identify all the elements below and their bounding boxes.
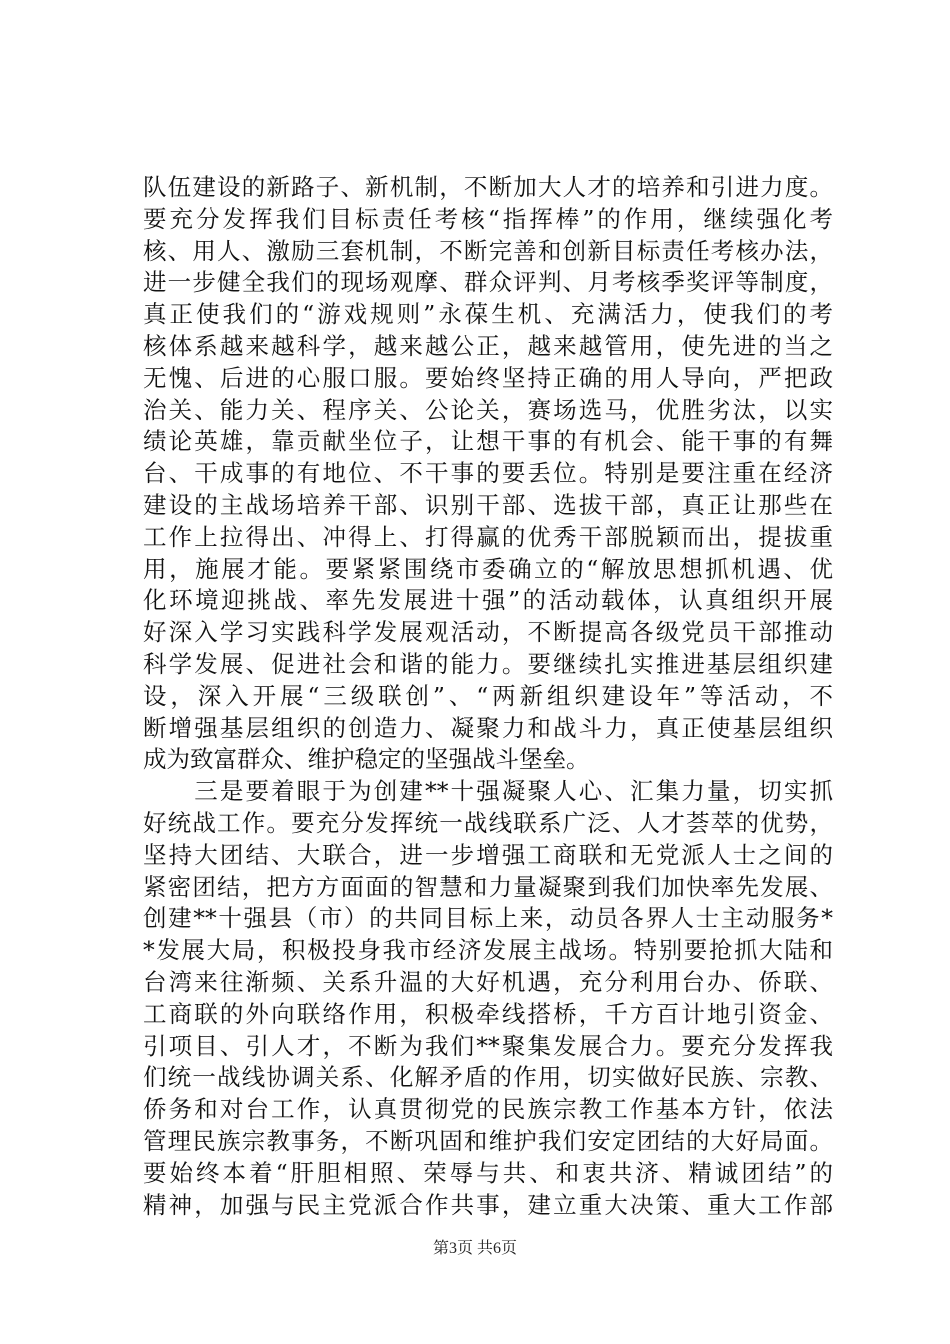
text-line: 好统战工作。要充分发挥统一战线联系广泛、人才荟萃的优势，	[143, 808, 833, 837]
text-line: 工作上拉得出、冲得上、打得赢的优秀干部脱颖而出，提拔重	[143, 522, 833, 551]
text-line: 创建**十强县（市）的共同目标上来，动员各界人士主动服务*	[143, 904, 833, 933]
text-line: 管理民族宗教事务，不断巩固和维护我们安定团结的大好局面。	[143, 1126, 833, 1155]
text-line: 要始终本着“肝胆相照、荣辱与共、和衷共济、精诚团结”的	[143, 1158, 833, 1187]
text-line: 核体系越来越科学，越来越公正，越来越管用，使先进的当之	[143, 331, 833, 360]
body-text	[143, 172, 833, 1221]
text-line: 工商联的外向联络作用，积极牵线搭桥，千方百计地引资金、	[143, 999, 833, 1028]
text-line: 核、用人、激励三套机制，不断完善和创新目标责任考核办法，	[143, 236, 833, 265]
text-line: 台、干成事的有地位、不干事的要丢位。特别是要注重在经济	[143, 459, 833, 488]
text-line: 紧密团结，把方方面面的智慧和力量凝聚到我们加快率先发展、	[143, 872, 833, 901]
text-line: *发展大局，积极投身我市经济发展主战场。特别要抢抓大陆和	[143, 936, 833, 965]
text-line: 坚持大团结、大联合，进一步增强工商联和无党派人士之间的	[143, 840, 833, 869]
text-line: 三是要着眼于为创建**十强凝聚人心、汇集力量，切实抓	[143, 777, 833, 806]
text-line: 建设的主战场培养干部、识别干部、选拔干部，真正让那些在	[143, 490, 833, 519]
text-line: 好深入学习实践科学发展观活动，不断提高各级党员干部推动	[143, 618, 833, 647]
text-line: 精神，加强与民主党派合作共事，建立重大决策、重大工作部	[143, 1190, 833, 1219]
text-line: 化环境迎挑战、率先发展进十强”的活动载体，认真组织开展	[143, 586, 833, 615]
page-footer: 第3页 共6页	[432, 1240, 517, 1257]
text-line: 治关、能力关、程序关、公论关，赛场选马，优胜劣汰，以实	[143, 395, 833, 424]
text-line: 科学发展、促进社会和谐的能力。要继续扎实推进基层组织建	[143, 649, 833, 678]
text-line: 侨务和对台工作，认真贯彻党的民族宗教工作基本方针，依法	[143, 1095, 833, 1124]
text-line: 设，深入开展“三级联创”、“两新组织建设年”等活动，不	[143, 681, 833, 710]
text-line: 断增强基层组织的创造力、凝聚力和战斗力，真正使基层组织	[143, 713, 833, 742]
text-line: 台湾来往渐频、关系升温的大好机遇，充分利用台办、侨联、	[143, 967, 833, 996]
text-line: 成为致富群众、维护稳定的坚强战斗堡垒。	[143, 745, 590, 774]
text-line: 要充分发挥我们目标责任考核“指挥棒”的作用，继续强化考	[143, 204, 833, 233]
text-line: 队伍建设的新路子、新机制，不断加大人才的培养和引进力度。	[143, 173, 833, 201]
text-line: 无愧、后进的心服口服。要始终坚持正确的用人导向，严把政	[143, 363, 833, 392]
text-line: 用，施展才能。要紧紧围绕市委确立的“解放思想抓机遇、优	[143, 554, 833, 583]
text-line: 真正使我们的“游戏规则”永葆生机、充满活力，使我们的考	[143, 300, 833, 329]
text-line: 们统一战线协调关系、化解矛盾的作用，切实做好民族、宗教、	[143, 1063, 833, 1092]
text-line: 引项目、引人才，不断为我们**聚集发展合力。要充分发挥我	[143, 1031, 833, 1060]
text-line: 绩论英雄，靠贡献坐位子，让想干事的有机会、能干事的有舞	[143, 427, 833, 456]
text-line: 进一步健全我们的现场观摩、群众评判、月考核季奖评等制度，	[143, 268, 833, 297]
